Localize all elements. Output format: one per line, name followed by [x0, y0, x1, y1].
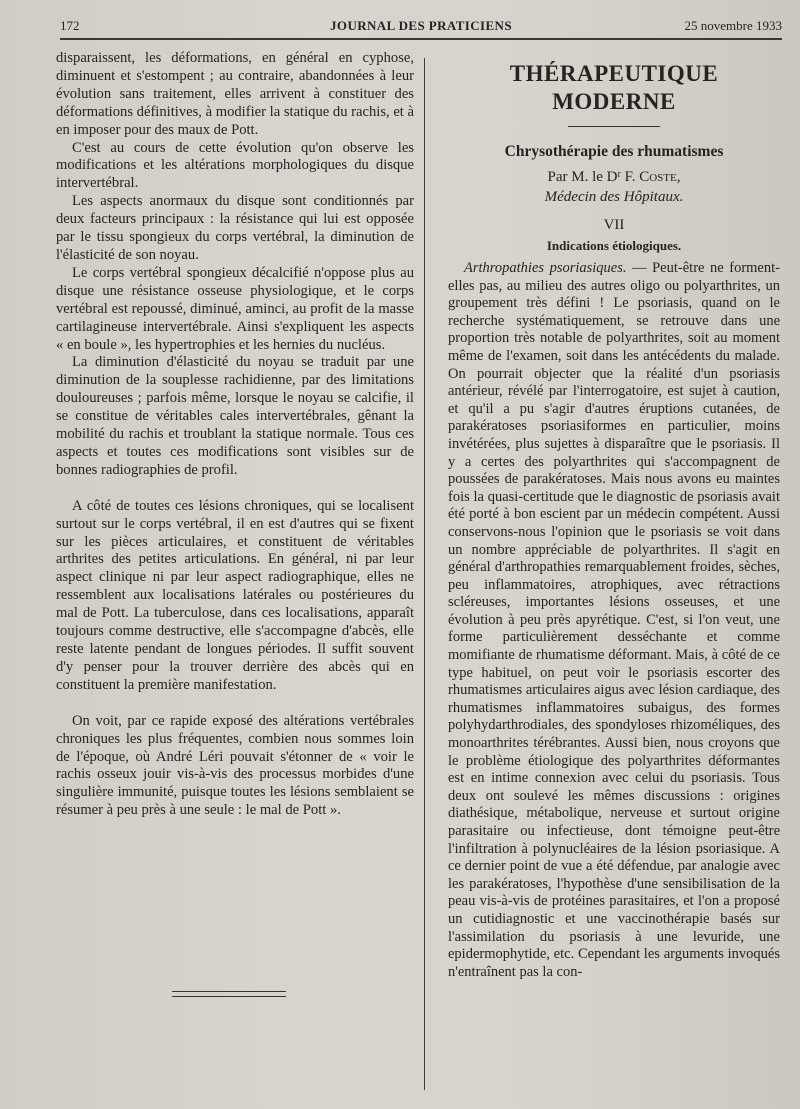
left-paragraph-6: A côté de toutes ces lésions chroniques, qui se localisent surtout sur le corps vertébral, il en est d'autres qui se fixent sur les pièces articulaires, et constituent de véritables arthrites des petites articulations. En général, ni par leur aspect clinique ni par leur aspect radiographique, elles ne ressemblent aux localisations latérales ou postérieures du mal de Pott. La tuberculose, dans ces localisations, apparaît toujours comme destructive, elle s'accompagne d'abcès, elle reste latente pendant de longues périodes. Il suffit souvent d'y penser pour la trouver derrière des abcès qui en constituent la première manifestation. [56, 497, 414, 693]
left-paragraph-4: Le corps vertébral spongieux décalcifié n'oppose plus au disque une résistance osseuse physiologique, et le corps vertébral est repoussé, diminué, aminci, au profit de la masse cartilagineuse intervertébrale. Ainsi s'expliquent les aspects « en boule », les hypertrophies et les hernies du nucléus. [56, 264, 414, 353]
author-affiliation: Médecin des Hôpitaux. [544, 189, 684, 205]
author-name: F. Coste, [624, 169, 681, 185]
page-header [60, 16, 782, 40]
section-title: THÉRAPEUTIQUE MODERNE [509, 61, 719, 114]
subheading: Indications étiologiques. [546, 238, 682, 253]
left-column [56, 50, 414, 820]
right-paragraph-1 [448, 260, 780, 981]
byline-superscript: r [617, 169, 621, 180]
column-divider [424, 58, 425, 1090]
byline [448, 165, 780, 187]
chapter-numeral: VII [603, 217, 625, 233]
page-number: 172 [60, 18, 80, 33]
section-rule [568, 126, 660, 127]
article-title: Chrysothérapie des rhumatismes [504, 143, 724, 160]
left-paragraph-3: Les aspects anormaux du disque sont conditionnés par deux facteurs principaux : la résistance qui lui est opposée par le tissu spongieux du corps vertébral, la diminution de l'élasticité de son noyau. [56, 193, 414, 263]
byline-prefix: Par M. le D [547, 169, 618, 185]
left-paragraph-1: disparaissent, les déformations, en général en cyphose, diminuent et s'estompent ; au contraire, abandonnées à leur évolution sans traitement, elles arrivent à constituer des déformations définitives, à modifier la statique du rachis, et à en imposer pour des maux de Pott. [56, 50, 414, 138]
left-paragraph-7: On voit, par ce rapide exposé des altérations vertébrales chroniques les plus fréquentes, combien nous sommes loin de l'époque, où André Léri pouvait s'étonner de « voir le rachis osseux jouir vis-à-vis des processus morbides d'une singulière immunité, puisque toutes les lésions semblaient se résumer à peu près à une seule : le mal de Pott ». [56, 712, 414, 819]
end-of-article-rule [172, 991, 286, 997]
paragraph-body: — Peut-être ne forment-elles pas, au milieu des autres oligo ou polyarthrites, un groupement très défini ! Le psoriasis, quand on le recherche systématiquement, se retrouve dans une proportion très notable de polyarthrites, soit au moment même de l'examen, soit dans les antécédents du malade. On pourrait objecter que la réalité d'un psoriasis antérieur, révélé par l'interrogatoire, est sujet à caution, et qu'il a pu s'agir d'autres éruptions cutanées, de parakératoses psoriasiformes en particulier, moins invétérées, plus sujettes à disparaître que le psoriasis. Il y a certes des polyarthrites qui s'accompagnent de poussées de parakératoses. Mais nous avons eu maintes fois la quasi-certitude que le diagnostic de psoriasis avait été porté à bon escient par un médecin compétent. Aussi conservons-nous l'opinion que le psoriasis se voit dans un nombre appréciable de polyarthrites. Il s'agit en général d'arthropathies remarquablement froides, sèches, peu inflammatoires, atrophiques, avec rétractions scléreuses, importantes lésions osseuses, et une évolution à peu près apyrétique. C'est, si l'on veut, une forme particulièrement desséchante et comme momifiante de rhumatisme déformant. Mais, à côté de ce type habituel, on peut voir le psoriasis escorter des rhumatismes articulaires aigus avec lésion cardiaque, des rhumatismes inflammatoires subaigus, des formes polyhydarthrodiales, des spondyloses rhizoméliques, des monoarthrites térébrantes. Aussi bien, nous croyons que le problème étiologique des polyarthrites déformantes est en intime connexion avec celui du psoriasis. Tous deux ont soulevé les mêmes discussions : origines diathésique, métabolique, nerveuse et surtout origine parasitaire ou infectieuse, dont témoigne peut-être l'infiltration à polynucléaires de la lésion psoriasique. A ce dernier point de vue a été défendue, par analogie avec les parakératoses, l'hypothèse d'une sensibilisation de la peau vis-à-vis de protéines parasitaires, et l'on a proposé un cutidiagnostic et une vaccinothérapie basés sur l'assimilation du psoriasis à une levuride, une epidermophytide, etc. Cependant les arguments invoqués n'entraînent pas la con- [448, 260, 780, 980]
left-paragraph-2: C'est au cours de cette évolution qu'on observe les modifications et les altérations morphologiques du disque intervertébral. [56, 139, 414, 192]
right-column [448, 50, 780, 981]
journal-title: JOURNAL DES PRATICIENS [330, 18, 512, 33]
left-paragraph-5: La diminution d'élasticité du noyau se traduit par une diminution de la souplesse rachidienne, par des limitations douloureuses ; parfois même, lorsque le noyau se calcifie, il se constitue de véritables cales intervertébrales, gênant la mobilité du rachis et troublant la statique normale. Tous ces aspects et toutes ces modifications sont visibles sur de bonnes radiographies de profil. [56, 354, 414, 478]
issue-date: 25 novembre 1933 [684, 18, 782, 33]
paragraph-lead-italic: Arthropathies psoriasiques. [464, 260, 627, 276]
